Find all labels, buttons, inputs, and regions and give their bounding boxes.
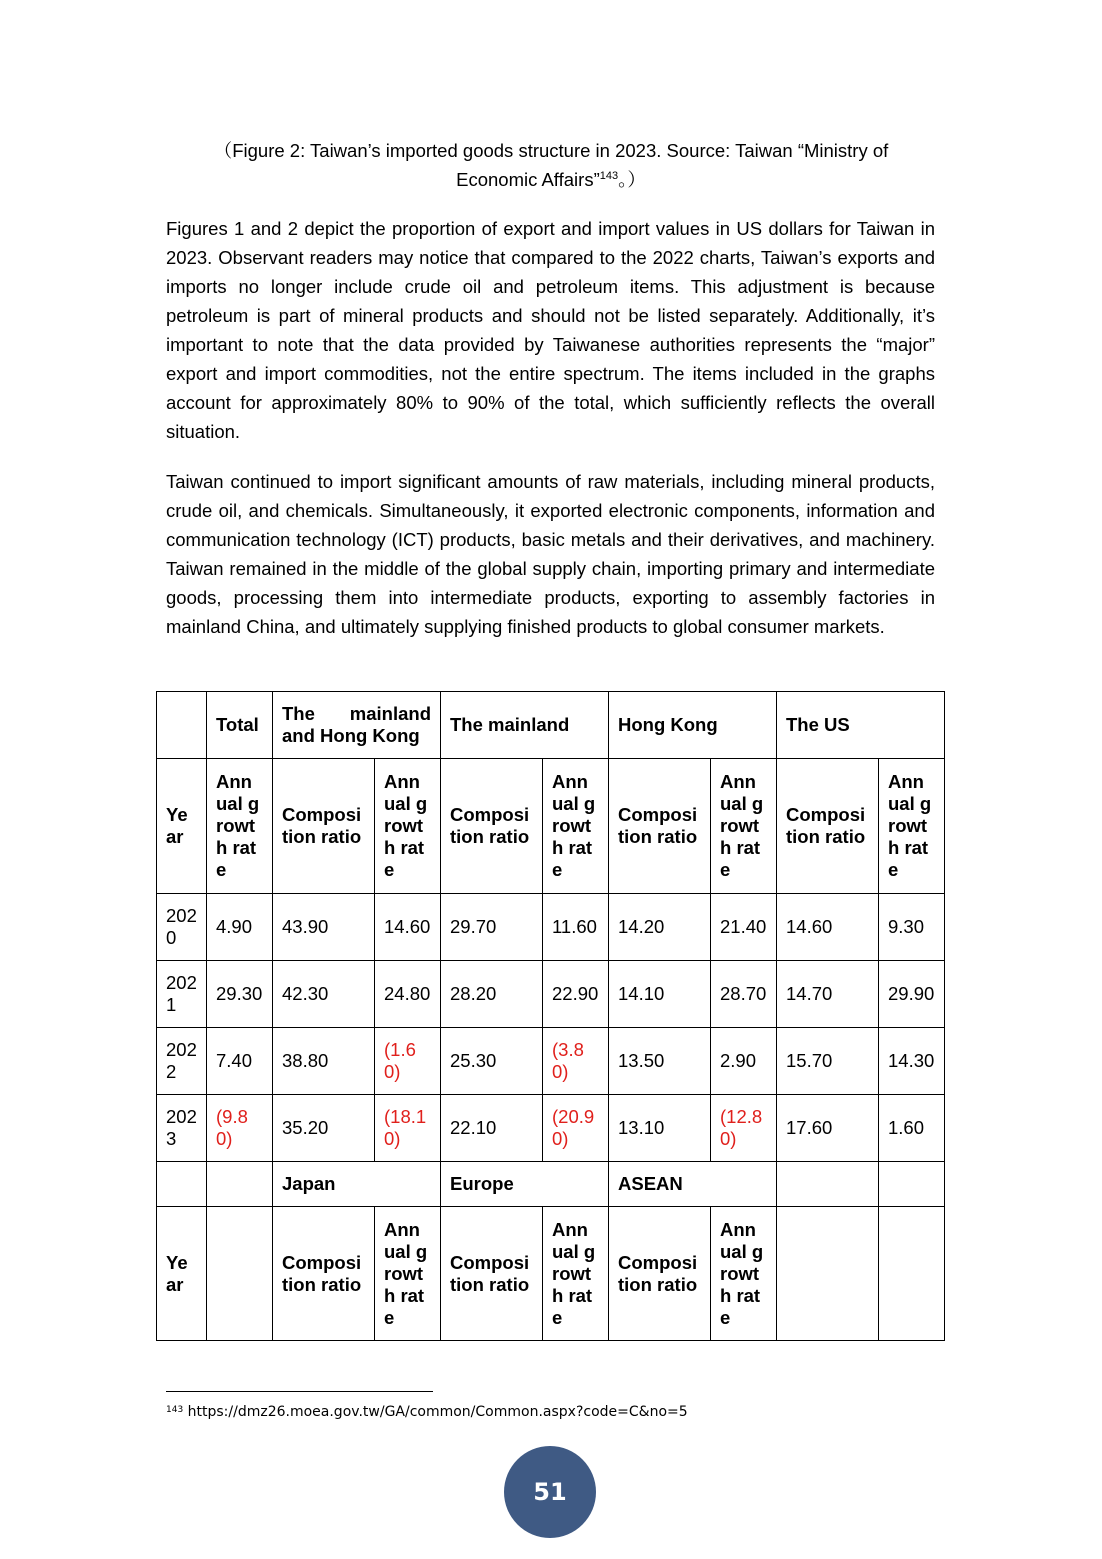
- page-number-badge: 51: [504, 1446, 596, 1538]
- cell-mhk-composition: 43.90: [273, 894, 375, 961]
- footnote-link[interactable]: https://dmz26.moea.gov.tw/GA/common/Common.aspx?code=C&no=5: [187, 1404, 688, 1420]
- cell-hk-growth: 21.40: [711, 894, 777, 961]
- trade-data-table: [156, 691, 945, 1341]
- header-asean-growth: Annual growth rate: [711, 1207, 777, 1341]
- header-year-2: Year: [157, 1207, 207, 1341]
- body-paragraph-1: Figures 1 and 2 depict the proportion of export and import values in US dollars for Taiwan in 2023. Observant readers may notice that compared to the 2022 charts, Taiwan’s exports and imports no longer include crude oil and petroleum items. This adjustment is because petroleum is part of mineral products and should not be listed separately. Additionally, it’s important to note that the data provided by Taiwanese authorities represents the “major” export and import commodities, not the entire spectrum. The items included in the graphs account for approximately 80% to 90% of the total, which sufficiently reflects the overall situation.: [166, 218, 935, 442]
- caption-line-1: （Figure 2: Taiwan’s imported goods structure in 2023. Source: Taiwan “Ministry of: [213, 140, 889, 161]
- cell-mainland-growth: 22.90: [543, 961, 609, 1028]
- cell-us-composition: 17.60: [777, 1095, 879, 1162]
- cell-us-composition: 14.60: [777, 894, 879, 961]
- table-column-header-row: [157, 759, 945, 894]
- cell-us-composition: 15.70: [777, 1028, 879, 1095]
- cell-mhk-composition: 35.20: [273, 1095, 375, 1162]
- cell-mainland-composition: 22.10: [441, 1095, 543, 1162]
- header-mhk-growth: Annual growth rate: [375, 759, 441, 894]
- cell-mhk-growth: 24.80: [375, 961, 441, 1028]
- header-us-growth: Annual growth rate: [879, 759, 945, 894]
- header-year: Year: [157, 759, 207, 894]
- header-mainland-growth: Annual growth rate: [543, 759, 609, 894]
- cell-hk-composition: 14.20: [609, 894, 711, 961]
- header-japan: Japan: [273, 1162, 441, 1207]
- cell-mhk-composition: 38.80: [273, 1028, 375, 1095]
- header-europe: Europe: [441, 1162, 609, 1207]
- caption-footnote-ref[interactable]: 143: [599, 170, 619, 182]
- header-asean: ASEAN: [609, 1162, 777, 1207]
- body-paragraph-2: Taiwan continued to import significant amounts of raw materials, including mineral products, crude oil, and chemicals. Simultaneously, it exported electronic components, information and communication technology (ICT) products, basic metals and their derivatives, and machinery. Taiwan remained in the middle of the global supply chain, importing primary and intermediate goods, processing them into intermediate products, exporting to assembly factories in mainland China, and ultimately supplying finished products to global consumer markets.: [166, 471, 935, 637]
- cell-total-growth: 29.30: [207, 961, 273, 1028]
- cell-mainland-composition: 29.70: [441, 894, 543, 961]
- cell-year: 2023: [157, 1095, 207, 1162]
- cell-hk-composition: 13.10: [609, 1095, 711, 1162]
- header-mainland-and-hong-kong-line-1: The mainland: [282, 703, 431, 724]
- cell-hk-composition: 13.50: [609, 1028, 711, 1095]
- header-europe-composition: Composition ratio: [441, 1207, 543, 1341]
- cell-mhk-composition: 42.30: [273, 961, 375, 1028]
- header-mainland-and-hong-kong: [273, 692, 441, 759]
- cell-us-growth: 14.30: [879, 1028, 945, 1095]
- figure-caption: [166, 136, 936, 194]
- cell-total-growth: (9.80): [207, 1095, 273, 1162]
- table-group-header-row-2: [157, 1162, 945, 1207]
- footnote: [166, 1404, 688, 1420]
- cell-mhk-growth: (18.10): [375, 1095, 441, 1162]
- header-hk-growth: Annual growth rate: [711, 759, 777, 894]
- header-us: The US: [777, 692, 945, 759]
- table-group-header-row: [157, 692, 945, 759]
- table-row: [157, 894, 945, 961]
- empty-cell: [879, 1162, 945, 1207]
- table-row: [157, 1028, 945, 1095]
- empty-cell: [157, 1162, 207, 1207]
- cell-us-growth: 29.90: [879, 961, 945, 1028]
- table-corner-cell: [157, 692, 207, 759]
- footnote-number: 143: [166, 1405, 184, 1415]
- caption-line-2: Economic Affairs”: [456, 169, 600, 190]
- empty-cell: [207, 1162, 273, 1207]
- cell-mhk-growth: (1.60): [375, 1028, 441, 1095]
- header-japan-composition: Composition ratio: [273, 1207, 375, 1341]
- header-japan-growth: Annual growth rate: [375, 1207, 441, 1341]
- empty-cell: [207, 1207, 273, 1341]
- cell-hk-growth: 2.90: [711, 1028, 777, 1095]
- header-asean-composition: Composition ratio: [609, 1207, 711, 1341]
- header-hong-kong: Hong Kong: [609, 692, 777, 759]
- header-mainland-and-hong-kong-line-2: and Hong Kong: [282, 725, 420, 746]
- footnote-divider: [166, 1391, 433, 1392]
- cell-us-growth: 1.60: [879, 1095, 945, 1162]
- cell-year: 2021: [157, 961, 207, 1028]
- table-row: [157, 1095, 945, 1162]
- cell-hk-composition: 14.10: [609, 961, 711, 1028]
- empty-cell: [777, 1207, 879, 1341]
- cell-mainland-composition: 25.30: [441, 1028, 543, 1095]
- cell-total-growth: 4.90: [207, 894, 273, 961]
- cell-mainland-composition: 28.20: [441, 961, 543, 1028]
- empty-cell: [777, 1162, 879, 1207]
- cell-hk-growth: 28.70: [711, 961, 777, 1028]
- cell-mainland-growth: (20.90): [543, 1095, 609, 1162]
- table-column-header-row-2: [157, 1207, 945, 1341]
- cell-year: 2020: [157, 894, 207, 961]
- table-row: [157, 961, 945, 1028]
- header-mainland: The mainland: [441, 692, 609, 759]
- caption-end: 。）: [618, 169, 646, 190]
- cell-mhk-growth: 14.60: [375, 894, 441, 961]
- cell-year: 2022: [157, 1028, 207, 1095]
- header-hk-composition: Composition ratio: [609, 759, 711, 894]
- header-total-growth: Annual growth rate: [207, 759, 273, 894]
- cell-us-growth: 9.30: [879, 894, 945, 961]
- cell-us-composition: 14.70: [777, 961, 879, 1028]
- header-mhk-composition: Composition ratio: [273, 759, 375, 894]
- cell-total-growth: 7.40: [207, 1028, 273, 1095]
- cell-mainland-growth: (3.80): [543, 1028, 609, 1095]
- header-mainland-composition: Composition ratio: [441, 759, 543, 894]
- cell-mainland-growth: 11.60: [543, 894, 609, 961]
- cell-hk-growth: (12.80): [711, 1095, 777, 1162]
- header-us-composition: Composition ratio: [777, 759, 879, 894]
- header-total: Total: [207, 692, 273, 759]
- header-europe-growth: Annual growth rate: [543, 1207, 609, 1341]
- empty-cell: [879, 1207, 945, 1341]
